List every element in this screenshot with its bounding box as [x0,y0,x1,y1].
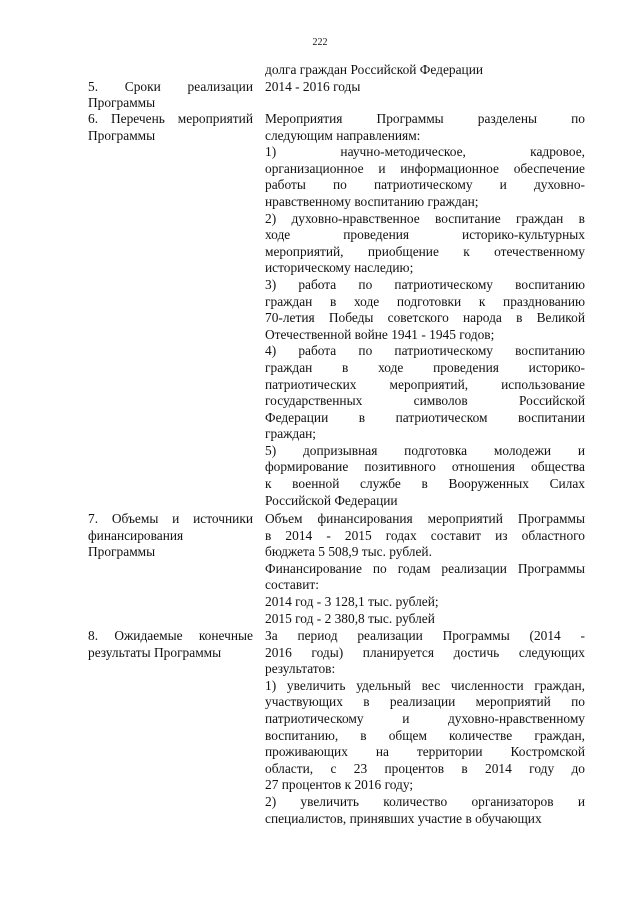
paragraph [265,211,585,277]
paragraph [265,511,585,561]
text-line: 1) увеличить удельный вес численности граждан, [265,677,585,693]
text-line: работы по патриотическому и духовно- [265,177,585,193]
section-label [88,628,253,661]
text-line: историческому наследию; [265,260,414,276]
text-line: государственных символов Российской [265,393,585,409]
label-line: Программы [88,95,156,111]
text-line: 5) допризывная подготовка молодежи и [265,442,585,458]
section-content [265,511,585,627]
text-line: формирование позитивного отношения общества [265,459,585,475]
header-line [265,62,585,79]
label-line: Программы [88,127,156,143]
text-line: 2016 годы) планируется достичь следующих [265,644,585,660]
text-line: в 2014 - 2015 годах составит из областного [265,527,585,543]
section-content [265,111,585,509]
label-line: 8. Ожидаемые конечные [88,628,253,643]
text-line: 2) духовно-нравственное воспитание граждан в [265,210,585,226]
paragraph [265,628,585,678]
text-line: результатов: [265,661,336,677]
text-line: Отечественной войне 1941 - 1945 годов; [265,326,495,342]
section-content [265,628,585,827]
text-line: Объем финансирования мероприятий Программы [265,511,585,526]
paragraph [265,79,585,96]
text-line: 2014 - 2016 годы [265,78,361,94]
text-line: 4) работа по патриотическому воспитанию [265,343,585,359]
text-line: бюджета 5 508,9 тыс. рублей. [265,544,432,560]
section-label [88,79,253,112]
label-line: Программы [88,544,156,560]
section-label [88,111,253,144]
text-line: За период реализации Программы (2014 - [265,628,585,643]
text-line: Российской Федерации [265,492,398,508]
section-content [265,79,585,96]
text-line: к военной службе в Вооруженных Силах [265,476,585,492]
paragraph [265,594,585,611]
text-line: 1) научно-методическое, кадровое, [265,144,585,160]
paragraph [265,277,585,343]
label-line: 6. Перечень мероприятий [88,111,253,126]
text-line: Федерации в патриотическом воспитании [265,409,585,425]
paragraph [265,144,585,210]
text-line: специалистов, принявших участие в обучающих [265,810,542,826]
text-line: граждан в ходе проведения историко- [265,359,585,375]
text-line: 70-летия Победы советского народа в Великой [265,310,585,326]
text-line: 3) работа по патриотическому воспитанию [265,276,585,292]
text-line: проживающих на территории Костромской [265,744,585,760]
paragraph [265,678,585,794]
text-line: составит: [265,577,319,593]
text-line: долга граждан Российской Федерации [265,62,484,77]
text-line: патриотическому и духовно-нравственному [265,710,585,726]
text-line: мероприятий, приобщение к отечественному [265,243,585,259]
text-line: граждан в ходе подготовки к празднованию [265,293,585,309]
label-line: 5. Сроки реализации [88,78,253,94]
paragraph [265,443,585,509]
paragraph [265,343,585,443]
text-line: организационное и информационное обеспечение [265,160,585,176]
label-line: 7. Объемы и источники [88,511,253,526]
text-line: области, с 23 процентов в 2014 году до [265,760,585,776]
label-line: результаты Программы [88,644,222,660]
text-line: патриотических мероприятий, использование [265,376,585,392]
section-label [88,511,253,561]
text-line: нравственному воспитанию граждан; [265,193,479,209]
paragraph [265,561,585,594]
text-line: Мероприятия Программы разделены по [265,111,585,126]
text-line: граждан; [265,426,317,442]
paragraph [265,794,585,827]
paragraph [265,111,585,144]
text-line: Финансирование по годам реализации Программы [265,560,585,576]
text-line: 2) увеличить количество организаторов и [265,793,585,809]
paragraph [265,611,585,628]
text-line: 2015 год - 2 380,8 тыс. рублей [265,610,435,626]
text-line: 2014 год - 3 128,1 тыс. рублей; [265,593,439,609]
text-line: 27 процентов к 2016 году; [265,777,414,793]
page-number: 222 [312,37,328,48]
text-line: участвующих в реализации мероприятий по [265,694,585,710]
text-line: следующим направлениям: [265,127,421,143]
text-line: ходе проведения историко-культурных [265,227,585,243]
label-line: финансирования [88,527,184,543]
text-line: воспитанию, в общем количестве граждан, [265,727,585,743]
